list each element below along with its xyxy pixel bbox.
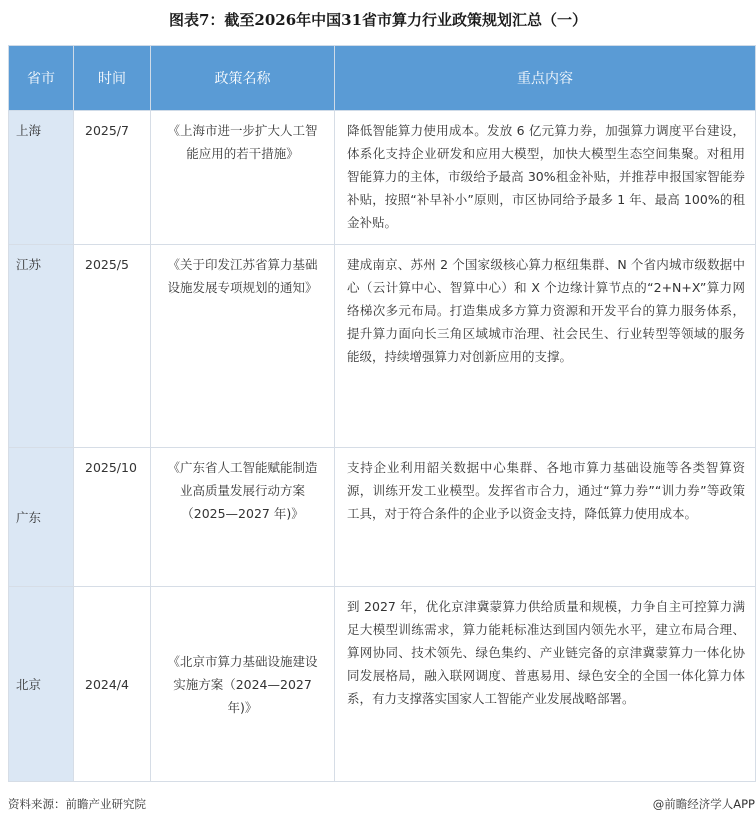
brand-credit: @前瞻经济学人APP [652,797,755,811]
policy-cell: 《上海市进一步扩大人工智能应用的若干措施》 [151,111,335,245]
content-cell: 降低智能算力使用成本。发放 6 亿元算力券，加强算力调度平台建设，体系化支持企业研发和应用大模型，加快大模型生态空间集聚。对租用智能算力的主体，市级给予最高 30%租金补贴，并推荐申报国家智能券补贴，按照“补早补小”原则，市区协同给予最多 1 年、最高 100%的租金补贴。 [335,111,756,245]
table-row [9,587,756,782]
policy-cell: 《广东省人工智能赋能制造业高质量发展行动方案（2025—2027 年)》 [151,448,335,587]
content-cell: 到 2027 年，优化京津冀蒙算力供给质量和规模，力争自主可控算力满足大模型训练需求，算力能耗标准达到国内领先水平，建立布局合理、算网协同、技术领先、绿色集约、产业链完备的京津冀蒙算力一体化协同发展格局，融入联网调度、普惠易用、绿色安全的全国一体化算力体系，有力支撑落实国家人工智能产业发展战略部署。 [335,587,756,782]
header-province: 省市 [9,46,74,111]
header-policy: 政策名称 [151,46,335,111]
policy-table [8,45,756,782]
policy-cell: 《北京市算力基础设施建设实施方案（2024—2027 年)》 [151,587,335,782]
header-content: 重点内容 [335,46,756,111]
content-cell: 建成南京、苏州 2 个国家级核心算力枢纽集群、N 个省内城市级数据中心（云计算中心、智算中心）和 X 个边缘计算节点的“2+N+X”算力网络梯次多元布局。打造集成多方算力资源和开发平台的算力服务体系，提升算力面向长三角区域城市治理、社会民生、行业转型等领域的服务能级，持续增强算力对创新应用的支撑。 [335,245,756,448]
policy-cell: 《关于印发江苏省算力基础设施发展专项规划的通知》 [151,245,335,448]
province-cell: 上海 [9,111,74,245]
date-cell: 2025/10 [74,448,151,587]
footer [8,796,755,812]
table-row [9,245,756,448]
table-row [9,448,756,587]
province-cell: 江苏 [9,245,74,448]
province-cell: 广东 [9,448,74,587]
date-cell: 2025/7 [74,111,151,245]
table-header-row [9,46,756,111]
date-cell: 2025/5 [74,245,151,448]
content-cell: 支持企业利用韶关数据中心集群、各地市算力基础设施等各类智算资源，训练开发工业模型。发挥省市合力，通过“算力券”“训力券”等政策工具，对于符合条件的企业予以资金支持，降低算力使用成本。 [335,448,756,587]
header-date: 时间 [74,46,151,111]
province-cell: 北京 [9,587,74,782]
date-cell: 2024/4 [74,587,151,782]
policy-table-container [8,45,755,782]
source-note: 资料来源：前瞻产业研究院 [8,797,146,811]
table-row [9,111,756,245]
chart-title: 图表7：截至2026年中国31省市算力行业政策规划汇总（一） [168,11,588,29]
